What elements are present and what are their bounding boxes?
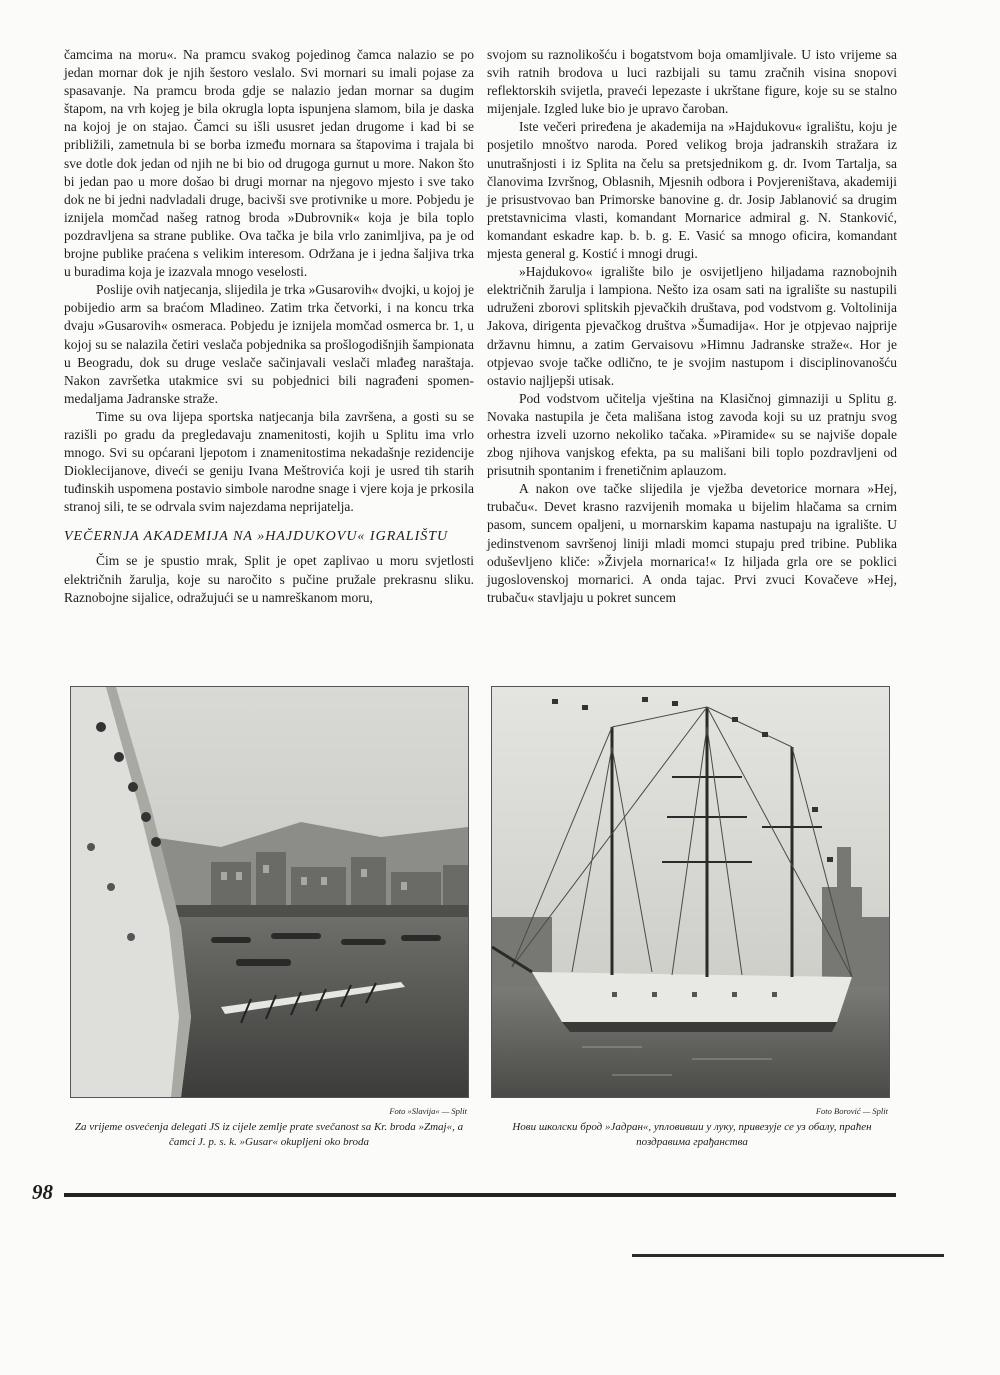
photo-caption-left: Za vrijeme osvećenja delegati JS iz cijele zemlje prate svečanost sa Kr. broda »Zmaj«, a čamci J. p. s. k. »Gusar« okupljeni oko broda	[74, 1121, 464, 1148]
right-paragraph-4: Pod vodstvom učitelja vještina na Klasičnoj gimnaziji u Splitu g. Novaka nastupila je četa mališana istog zavoda koji su uz pratnju svog orhestra izveli uzorno nekoliko tačaka. »Piramide« su se najviše dopale zbog njihova vanjskog efekta, pa su mališani bili toplo pozdravljeni od prisutnih spontanim i frenetičnim aplauzom.	[487, 390, 897, 479]
section-heading: VEČERNJA AKADEMIJA NA »HAJDUKOVU« IGRALIŠTU	[64, 529, 449, 545]
left-paragraph-4: Čim se je spustio mrak, Split je opet zaplivao u moru svjetlosti električnih žarulja, koje su naročito s pučine pružale prekrasnu sliku. Raznobojne sijalice, odražujući se u namreškanom moru,	[64, 553, 474, 605]
left-paragraph-2: Poslije ovih natjecanja, slijedila je trka »Gusarovih« dvojki, u kojoj je pobijedio arm sa braćom Mladineo. Zatim trka četvorki, i na koncu trka dvaju »Gusarovih« osmeraca. Pobjedu je iznijela momčad osmerca br. 1, u kojoj su se nalazila četiri veslača pobjednika sa prošlogodišnjih šampionata u Beogradu, dok su druge veslače sačinjavali veslači mlađeg naraštaja. Nakon završetka utakmice svi su pobjednici bili nagrađeni spomen-medaljama Jadranske straže.	[64, 282, 474, 406]
right-paragraph-1: svojom su raznolikošću i bogatstvom boja omamljivale. U isto vrijeme sa svih ratnih brodova u luci razbijali su tamu zračnih visina snopovi reflektorskih svijetla, praveći lepezaste i ukrštane figure, koje su se stalno mijenjale. Izgled luke bio je upravo čaroban.	[487, 47, 897, 117]
photo-school-ship-jadran	[491, 686, 890, 1098]
right-paragraph-5: A nakon ove tačke slijedila je vježba devetorice mornara »Hej, trubaču«. Devet krasno razvijenih momaka u bijelim hlačama sa crnim pasom, suncem opaljeni, u mornarskim kapama nastupaju na igralište. U jedinstvenom savršenoj liniji mladi momci stupaju pred tribine. Publika oduševljeno kliče: »Živjela mornarica!« Iz hiljada grla ore se poklici jugoslovenskoj mornarici. A onda tajac. Prvi zvuci Kovačeve »Hej, trubaču« stavljaju u pokret suncem	[487, 481, 897, 605]
photo-sailing-ship-illustration	[492, 687, 889, 1097]
left-text-column	[64, 46, 474, 607]
photo-caption-right: Нови школски брод »Јадран«, упловивши у луку, привезује се уз обалу, праћен поздравима грађанства	[512, 1121, 872, 1148]
photo-credit-right: Foto Borović — Split	[815, 1106, 888, 1116]
right-paragraph-2: Iste večeri priređena je akademija na »Hajdukovu« igralištu, koju je posjetilo mnoštvo naroda. Pored velikog broja jadranskih stražara iz unutrašnjosti i iz Splita na čelu sa pretsjednikom g. dr. Ivom Tartalja, sa članovima Izvršnog, Oblasnih, Mjesnih odbora i Povjereništava, akademiji je prisustvovao ban Primorske banovine g. dr. Josip Jablanović sa drugim pretstavnicima vlasti, komandant Mornarice admiral g. N. Stanković, komandant eskadre kap. b. b. g. E. Vasić sa mnogo oficira, komandant mjesta general g. Kostić i mnogi drugi.	[487, 119, 897, 262]
photo-credit-left: Foto »Slavija« — Split	[389, 1106, 467, 1116]
photo-warship-and-rowboats	[70, 686, 469, 1098]
right-paragraph-3: »Hajdukovo« igralište bilo je osvijetljeno hiljadama raznobojnih električnih žarulja i lampiona. Nešto iza osam sati na igralište su nastupili udruženi zborovi splitskih pjevačkih društava, pod vodstvom g. Voltolinija Jakova, dirigenta pjevačkog društva »Šumadija«. Hor je otpjevao najprije državnu himnu, a zatim Gervaisovu »Himnu Jadranske straže«. Hor je otpjevao svoje tačke odlično, te je svojim nastupom i disciplinovanošću ostavio najljepši utisak.	[487, 264, 897, 388]
left-paragraph-1: čamcima na moru«. Na pramcu svakog pojedinog čamca nalazio se po jedan mornar dok je njih šestoro veslalo. Svi mornari su imali pojase za spasavanje. Na pramcu broda gdje se nalazio jedan mornar sa dugim štapom, na vrh kojeg je bila okrugla lopta ispunjena slamom, bila je daska na kojoj je on stajao. Čamci su išli ususret jedan drugome i kad bi se približili, zametnula bi se borba između mornara sa štapovima i trajala bi sve dotle dok jedan od njih ne bi bio od drugoga gurnut u more. Nakon što bi jedan pao u more došao bi drugi mornar na njegovo mjesto i sve tako dok ne bi jedni nadvladali druge, bacivši sve protivnike u more. Pobjedu je iznijela momčad našeg ratnog broda »Dubrovnik« koja je bila toplo pozdravljena sa strane publike. Ova tačka je bila vrlo zanimljiva, pa je od brojne publike praćena s velikim interesom. Održana je i jedna šaljiva trka u buradima koja je izazvala mnogo veselosti.	[64, 47, 474, 280]
footer-rule	[64, 1193, 896, 1197]
page-number: 98	[32, 1180, 53, 1204]
left-paragraph-3: Time su ova lijepa sportska natjecanja bila završena, a gosti su se razišli po gradu da pregledavaju znamenitosti, kojih u Splitu ima vrlo mnogo. Svi su općarani ljepotom i znamenitostima nekadašnje rezidencije Dioklecijanove, diveći se geniju Ivana Meštrovića koji je usred tih starih tuđinskih uspomena postavio simbole narodne snage i vjere koja je prkosila stranoj sili, te se odrvala svim najezdama neprijatelja.	[64, 408, 474, 515]
scan-edge-line	[632, 1254, 944, 1257]
right-text-column	[487, 46, 897, 607]
photo-warship-illustration	[71, 687, 468, 1097]
